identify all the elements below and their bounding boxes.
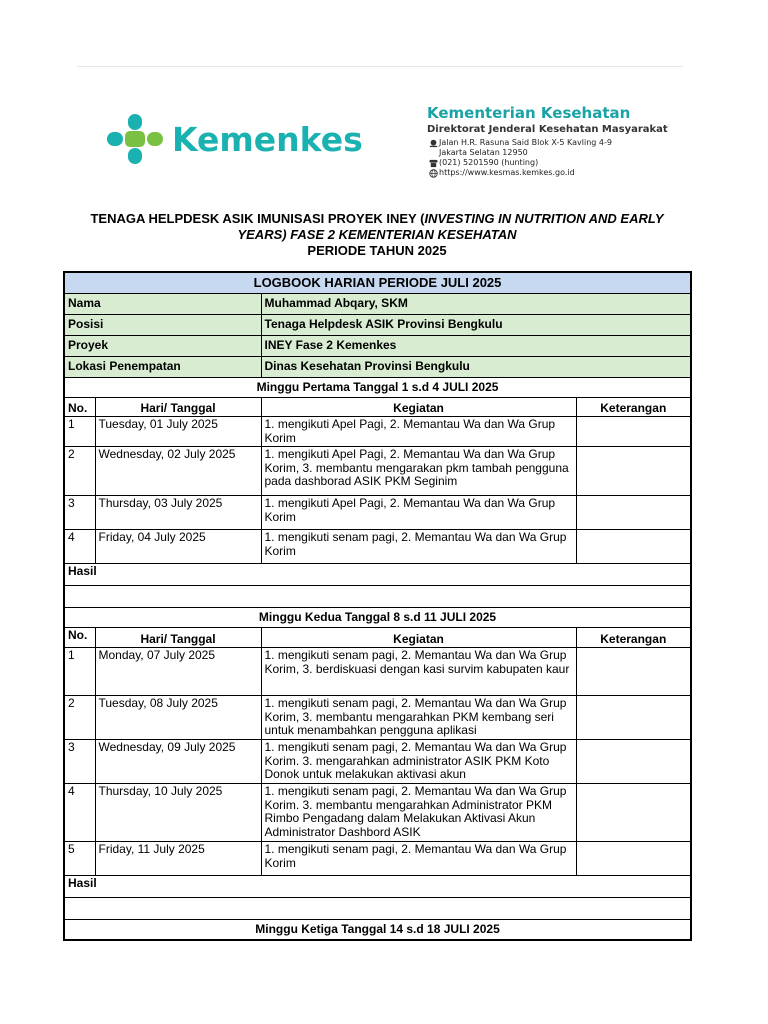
column-header-row xyxy=(64,628,691,648)
row-no: 2 xyxy=(64,447,95,496)
row-activity: 1. mengikuti senam pagi, 2. Memantau Wa dan Wa Grup Korim. 3. mengarahkan administrator ASIK PKM Koto Donok untuk melakukan aktivasi akun xyxy=(261,740,576,784)
info-row-lokasi xyxy=(64,357,691,378)
logo-wordmark: Kemenkes xyxy=(172,119,363,159)
row-date: Friday, 11 July 2025 xyxy=(95,842,261,876)
table-row xyxy=(64,530,691,564)
row-activity: 1. mengikuti Apel Pagi, 2. Memantau Wa dan Wa Grup Korim xyxy=(261,417,576,447)
logbook-title: LOGBOOK HARIAN PERIODE JULI 2025 xyxy=(64,272,691,294)
row-note xyxy=(576,648,691,696)
kemenkes-logo xyxy=(107,114,363,164)
row-date: Wednesday, 09 July 2025 xyxy=(95,740,261,784)
address-line-1: Jalan H.R. Rasuna Said Blok X-5 Kavling 4-9 xyxy=(439,138,612,147)
row-activity: 1. mengikuti senam pagi, 2. Memantau Wa dan Wa Grup Korim xyxy=(261,842,576,876)
week-title: Minggu Pertama Tanggal 1 s.d 4 JULI 2025 xyxy=(64,378,691,398)
table-row xyxy=(64,447,691,496)
col-header-activity: Kegiatan xyxy=(261,398,576,417)
col-header-date: Hari/ Tanggal xyxy=(95,398,261,417)
kemenkes-emblem-icon xyxy=(107,114,163,164)
hasil-content-row xyxy=(64,898,691,920)
info-value: Muhammad Abqary, SKM xyxy=(261,294,691,315)
hasil-content-row xyxy=(64,586,691,608)
row-no: 3 xyxy=(64,496,95,530)
row-date: Tuesday, 08 July 2025 xyxy=(95,696,261,740)
info-label: Lokasi Penempatan xyxy=(64,357,261,378)
info-row-posisi xyxy=(64,315,691,336)
heading-line-1-italic: INVESTING IN NUTRITION AND EARLY xyxy=(424,211,664,226)
row-date: Friday, 04 July 2025 xyxy=(95,530,261,564)
phone-row xyxy=(427,158,668,168)
ministry-name: Kementerian Kesehatan xyxy=(427,104,631,122)
hasil-content xyxy=(64,898,691,920)
hasil-row xyxy=(64,564,691,586)
info-value: Tenaga Helpdesk ASIK Provinsi Bengkulu xyxy=(261,315,691,336)
phone-icon xyxy=(427,158,439,168)
col-header-no: No. xyxy=(64,398,95,417)
header-divider xyxy=(77,66,683,67)
row-activity: 1. mengikuti senam pagi, 2. Memantau Wa dan Wa Grup Korim xyxy=(261,530,576,564)
address-row xyxy=(427,138,668,158)
row-no: 5 xyxy=(64,842,95,876)
row-note xyxy=(576,784,691,842)
col-header-no: No. xyxy=(64,628,95,648)
directorate-name: Direktorat Jenderal Kesehatan Masyarakat xyxy=(427,124,668,135)
row-activity: 1. mengikuti Apel Pagi, 2. Memantau Wa dan Wa Grup Korim, 3. membantu mengarakan pkm tambah pengguna pada dashborad ASIK PKM Seginim xyxy=(261,447,576,496)
col-header-date: Hari/ Tanggal xyxy=(95,628,261,648)
heading-line-1-prefix: TENAGA HELPDESK ASIK IMUNISASI PROYEK INEY ( xyxy=(90,211,425,226)
heading-line-2: YEARS) FASE 2 KEMENTERIAN KESEHATAN xyxy=(237,227,517,242)
week-title-row xyxy=(64,378,691,398)
row-no: 4 xyxy=(64,530,95,564)
row-activity: 1. mengikuti senam pagi, 2. Memantau Wa dan Wa Grup Korim, 3. berdiskuasi dengan kasi survim kabupaten kaur xyxy=(261,648,576,696)
row-activity: 1. mengikuti senam pagi, 2. Memantau Wa dan Wa Grup Korim, 3. membantu mengarahkan PKM kembang seri untuk menambahkan pengguna aplikasi xyxy=(261,696,576,740)
row-activity: 1. mengikuti Apel Pagi, 2. Memantau Wa dan Wa Grup Korim xyxy=(261,496,576,530)
table-row xyxy=(64,696,691,740)
row-date: Tuesday, 01 July 2025 xyxy=(95,417,261,447)
table-row xyxy=(64,842,691,876)
phone-number: (021) 5201590 (hunting) xyxy=(439,158,539,167)
info-value: INEY Fase 2 Kemenkes xyxy=(261,336,691,357)
heading-line-3: PERIODE TAHUN 2025 xyxy=(307,243,447,258)
row-note xyxy=(576,740,691,784)
info-label: Nama xyxy=(64,294,261,315)
col-header-note: Keterangan xyxy=(576,398,691,417)
row-date: Thursday, 10 July 2025 xyxy=(95,784,261,842)
globe-icon xyxy=(427,168,439,178)
table-row xyxy=(64,496,691,530)
address-line-2: Jakarta Selatan 12950 xyxy=(439,148,528,157)
hasil-content xyxy=(64,586,691,608)
info-row-proyek xyxy=(64,336,691,357)
info-value: Dinas Kesehatan Provinsi Bengkulu xyxy=(261,357,691,378)
week-title-row xyxy=(64,608,691,628)
row-activity: 1. mengikuti senam pagi, 2. Memantau Wa dan Wa Grup Korim. 3. membantu mengarahkan Administrator PKM Rimbo Pengadang dalam Melakukan Aktivasi Akun Administrator Dashbord ASIK xyxy=(261,784,576,842)
logbook-title-row xyxy=(64,272,691,294)
hasil-label: Hasil xyxy=(64,876,691,898)
row-note xyxy=(576,696,691,740)
row-no: 2 xyxy=(64,696,95,740)
row-note xyxy=(576,530,691,564)
row-date: Wednesday, 02 July 2025 xyxy=(95,447,261,496)
week-title: Minggu Kedua Tanggal 8 s.d 11 JULI 2025 xyxy=(64,608,691,628)
website-row xyxy=(427,168,668,178)
logbook-table xyxy=(63,271,692,941)
row-no: 1 xyxy=(64,648,95,696)
website-url: https://www.kesmas.kemkes.go.id xyxy=(439,168,575,177)
col-header-note: Keterangan xyxy=(576,628,691,648)
info-label: Posisi xyxy=(64,315,261,336)
hasil-row xyxy=(64,876,691,898)
table-row xyxy=(64,648,691,696)
row-no: 4 xyxy=(64,784,95,842)
table-row xyxy=(64,740,691,784)
row-no: 1 xyxy=(64,417,95,447)
row-note xyxy=(576,842,691,876)
row-date: Thursday, 03 July 2025 xyxy=(95,496,261,530)
row-note xyxy=(576,496,691,530)
row-note xyxy=(576,447,691,496)
week-title: Minggu Ketiga Tanggal 14 s.d 18 JULI 2025 xyxy=(64,920,691,941)
row-note xyxy=(576,417,691,447)
col-header-activity: Kegiatan xyxy=(261,628,576,648)
row-date: Monday, 07 July 2025 xyxy=(95,648,261,696)
document-heading xyxy=(64,211,690,259)
letterhead-contact xyxy=(427,104,668,178)
table-row xyxy=(64,784,691,842)
info-label: Proyek xyxy=(64,336,261,357)
info-row-nama xyxy=(64,294,691,315)
location-icon xyxy=(427,138,439,158)
week-title-row xyxy=(64,920,691,941)
row-no: 3 xyxy=(64,740,95,784)
hasil-label: Hasil xyxy=(64,564,691,586)
column-header-row xyxy=(64,398,691,417)
table-row xyxy=(64,417,691,447)
